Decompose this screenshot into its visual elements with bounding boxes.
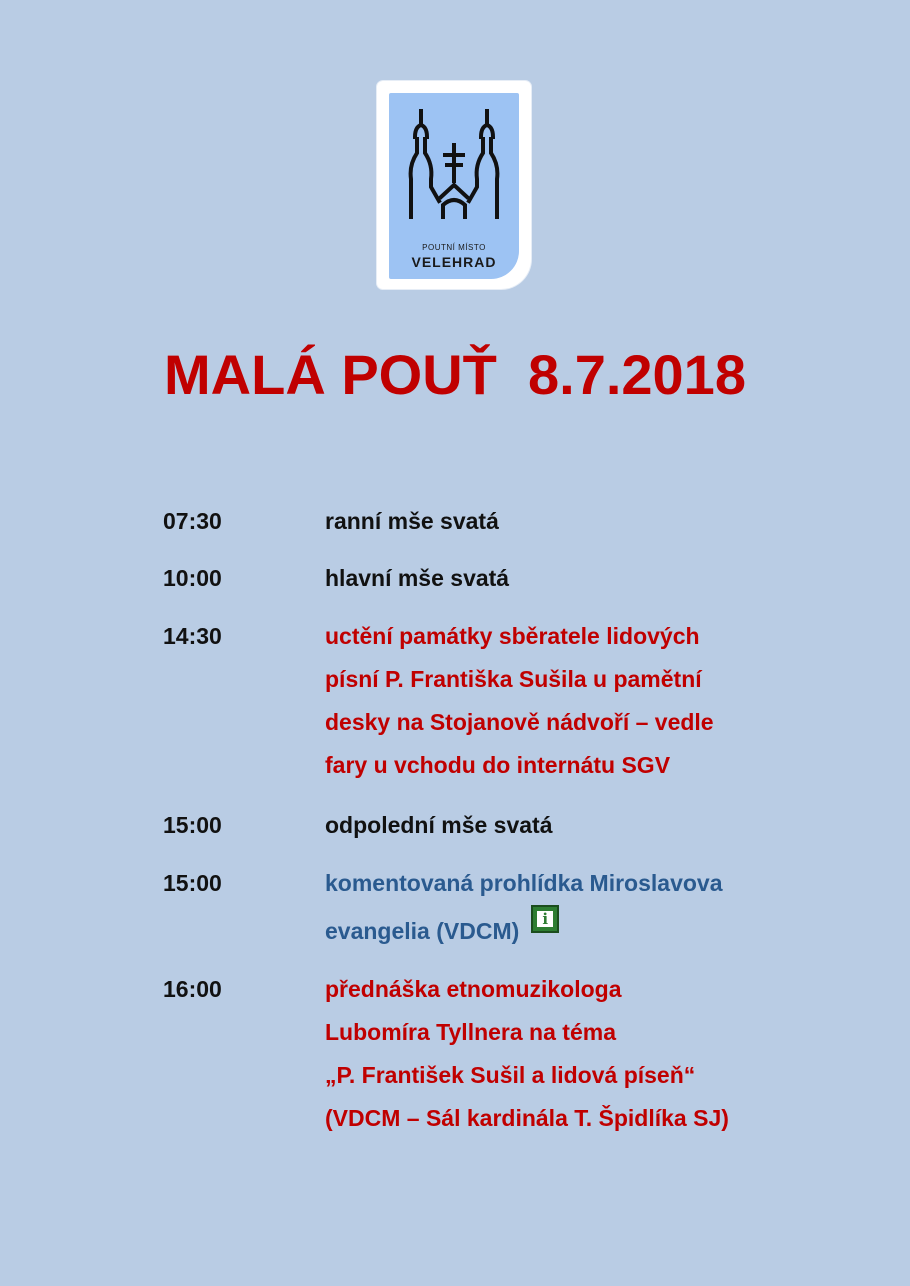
info-icon[interactable]: i [531,905,559,933]
logo-subtitle: POUTNÍ MÍSTO [422,243,486,252]
logo-badge [389,93,519,279]
schedule-text [325,968,845,1140]
schedule-line-with-icon [325,905,845,953]
logo-title: VELEHRAD [411,254,497,270]
page-title: MALÁ POUŤ 8.7.2018 [164,343,746,406]
schedule-text [325,862,845,953]
schedule-text [325,804,845,847]
schedule-line: přednáška etnomuzikologa [325,976,622,1002]
schedule-text [325,615,845,787]
logo [377,81,531,289]
schedule-text [325,500,845,543]
schedule-time: 07:30 [163,508,222,534]
schedule-line: odpolední mše svatá [325,812,553,838]
schedule-line: desky na Stojanově nádvoří – vedle [325,709,714,735]
schedule-line: písní P. Františka Sušila u pamětní [325,666,702,692]
schedule-line: komentovaná prohlídka Miroslavova [325,870,723,896]
schedule-text [325,557,845,600]
schedule-line: ranní mše svatá [325,508,499,534]
schedule-time: 15:00 [163,812,222,838]
schedule-time: 16:00 [163,976,222,1002]
schedule-time: 14:30 [163,623,222,649]
schedule-line: fary u vchodu do internátu SGV [325,752,671,778]
schedule-time: 10:00 [163,565,222,591]
schedule-line: hlavní mše svatá [325,565,510,591]
basilica-icon [407,109,501,239]
schedule-time: 15:00 [163,870,222,896]
schedule-line: Lubomíra Tyllnera na téma [325,1019,616,1045]
schedule-line: „P. František Sušil a lidová píseň“ [325,1062,696,1088]
schedule-line: (VDCM – Sál kardinála T. Špidlíka SJ) [325,1105,729,1131]
schedule-line: uctění památky sběratele lidových [325,623,700,649]
schedule-line: evangelia (VDCM) [325,918,520,944]
